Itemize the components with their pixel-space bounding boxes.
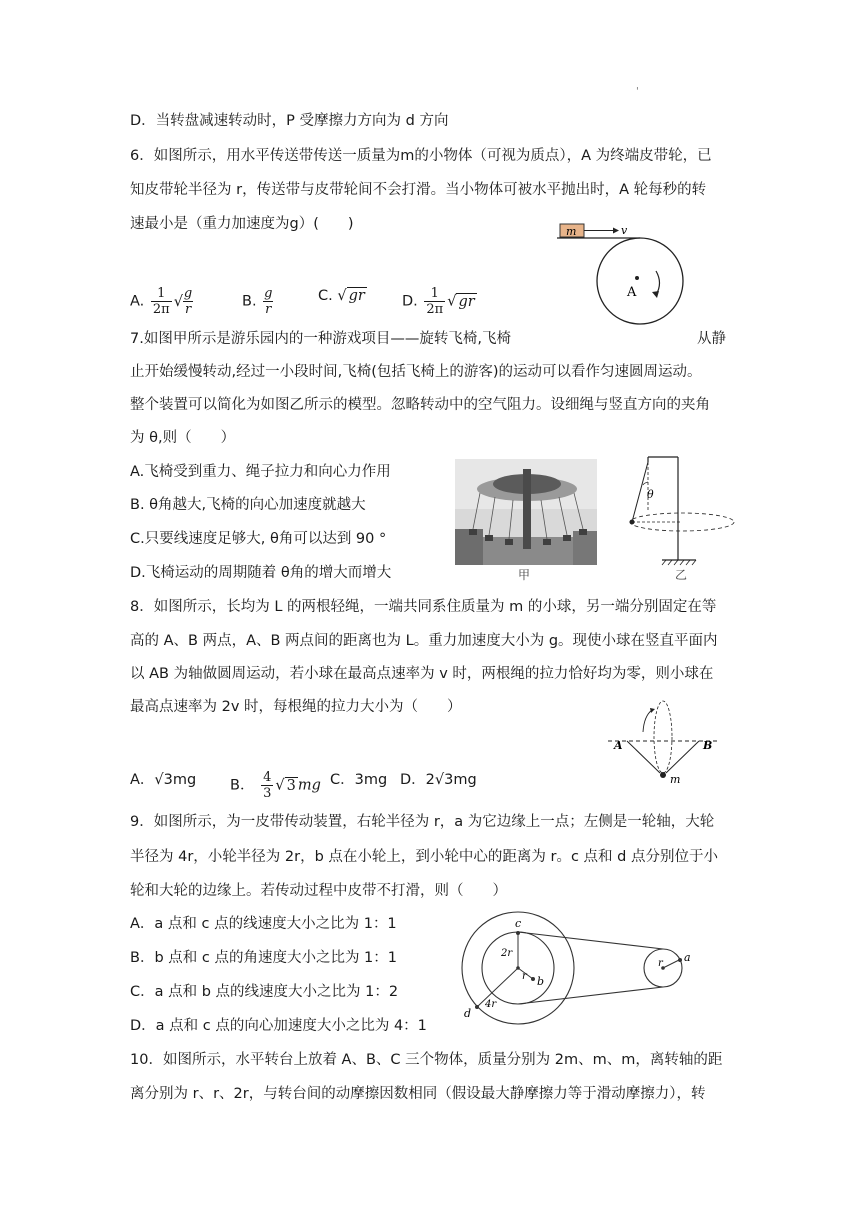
q9-option-b: B．b 点和 c 点的角速度大小之比为 1：1 xyxy=(130,950,398,966)
q6-line-2: 知皮带轮半径为 r，传送带与皮带轮间不会打滑。当小物体可被水平抛出时，A 轮每秒的转 xyxy=(130,182,707,198)
q10-line-2: 离分别为 r、r、2r，与转台间的动摩擦因数相同（假设最大静摩擦力等于滑动摩擦力），转 xyxy=(130,1086,706,1102)
q7-line-4: 为 θ,则（ ） xyxy=(130,430,236,446)
q7-option-c: C.只要线速度足够大, θ角可以达到 90 ° xyxy=(130,531,387,547)
q5-option-d: D．当转盘减速转动时，P 受摩擦力方向为 d 方向 xyxy=(130,113,449,129)
q6-option-c: C. √ gr xyxy=(318,288,365,304)
q7-caption-yi: 乙 xyxy=(675,568,688,582)
q9-line-1: 9．如图所示，为一皮带传动装置，右轮半径为 r，a 为它边缘上一点；左侧是一轮轴，大轮 xyxy=(130,814,715,830)
fig9-c-label: c xyxy=(515,917,522,930)
q8-option-c: C．3mg xyxy=(330,772,388,788)
fig9-r-label: r xyxy=(522,971,527,982)
q7-option-d: D.飞椅运动的周期随着 θ角的增大而增大 xyxy=(130,565,392,581)
q8-line-1: 8．如图所示，长均为 L 的两根轻绳，一端共同系住质量为 m 的小球，另一端分别固定在等 xyxy=(130,599,717,615)
q7-option-b: B. θ角越大,飞椅的向心加速度就越大 xyxy=(130,497,366,513)
q7-line-3: 整个装置可以简化为如图乙所示的模型。忽略转动中的空气阻力。设细绳与竖直方向的夹角 xyxy=(130,397,710,413)
fig9-a-label: a xyxy=(684,951,691,964)
fig9-2r-label: 2r xyxy=(501,948,513,959)
q8-line-4: 最高点速率为 2v 时，每根绳的拉力大小为（ ） xyxy=(130,699,462,715)
q7-line-2: 止开始缓慢转动,经过一小段时间,飞椅(包括飞椅上的游客)的运动可以看作匀速圆周运动。 xyxy=(130,364,702,380)
fig9-b-label: b xyxy=(537,975,545,988)
q8-line-2: 高的 A、B 两点，A、B 两点间的距离也为 L。重力加速度大小为 g。现使小球在竖直平面内 xyxy=(130,633,718,649)
q8-line-3: 以 AB 为轴做圆周运动，若小球在最高点速率为 v 时，两根绳的拉力恰好均为零，则小球在 xyxy=(130,666,714,682)
q6-line-1: 6．如图所示，用水平传送带传送一质量为m的小物体（可视为质点），A 为终端皮带轮，已 xyxy=(130,148,712,164)
fig6-a-label: A xyxy=(627,285,637,300)
q6-option-d: D. $\frac{1}{2\pi}$ √ gr xyxy=(402,286,475,317)
q7-line-1: 7.如图甲所示是游乐园内的一种游戏项目——旋转飞椅,飞椅 xyxy=(130,331,511,347)
q6-option-b: B. $\frac{g}{r}$ xyxy=(242,286,273,317)
q7-model-figure xyxy=(620,452,740,584)
q6-option-a: A. $\frac{1}{2\pi}$ √ $\frac{g}{r}$ xyxy=(130,286,193,317)
fig9-4r-label: 4r xyxy=(485,999,497,1010)
q9-figure xyxy=(455,905,710,1035)
q7-photo-swing-ride xyxy=(455,459,597,565)
fig9-right-r-label: r xyxy=(658,958,663,969)
q9-line-3: 轮和大轮的边缘上。若传动过程中皮带不打滑，则（ ） xyxy=(130,883,507,899)
fig8-m-label: m xyxy=(670,773,681,786)
page-mark: ' xyxy=(636,86,639,97)
q10-line-1: 10．如图所示，水平转台上放着 A、B、C 三个物体，质量分别为 2m、m、m，离转轴的距 xyxy=(130,1052,723,1068)
q9-option-a: A．a 点和 c 点的线速度大小之比为 1：1 xyxy=(130,916,397,932)
q9-option-c: C．a 点和 b 点的线速度大小之比为 1：2 xyxy=(130,984,399,1000)
q8-option-d: D．2√3mg xyxy=(400,772,477,788)
q8-figure xyxy=(600,694,730,786)
fig7-theta-label: θ xyxy=(647,488,654,501)
fig8-a-label: A xyxy=(614,739,623,752)
q7-line-1-end: 从静 xyxy=(697,331,726,347)
q7-caption-jia: 甲 xyxy=(518,568,531,582)
q6-line-3: 速最小是（重力加速度为g）( ) xyxy=(130,216,354,232)
q8-option-b: B． $\frac{4}{3}$ √ 3 mg xyxy=(230,770,321,801)
fig6-m-label: m xyxy=(566,225,577,238)
q9-option-d: D．a 点和 c 点的向心加速度大小之比为 4：1 xyxy=(130,1018,427,1034)
fig8-b-label: B xyxy=(703,739,713,752)
q8-option-a: A．√3mg xyxy=(130,772,197,788)
q6-figure xyxy=(555,218,705,338)
fig9-d-label: d xyxy=(464,1007,472,1020)
q9-line-2: 半径为 4r，小轮半径为 2r，b 点在小轮上，到小轮中心的距离为 r。c 点和 d 点分别位于小 xyxy=(130,849,718,865)
fig6-v-label: v xyxy=(621,224,628,237)
q7-option-a: A.飞椅受到重力、绳子拉力和向心力作用 xyxy=(130,464,391,480)
